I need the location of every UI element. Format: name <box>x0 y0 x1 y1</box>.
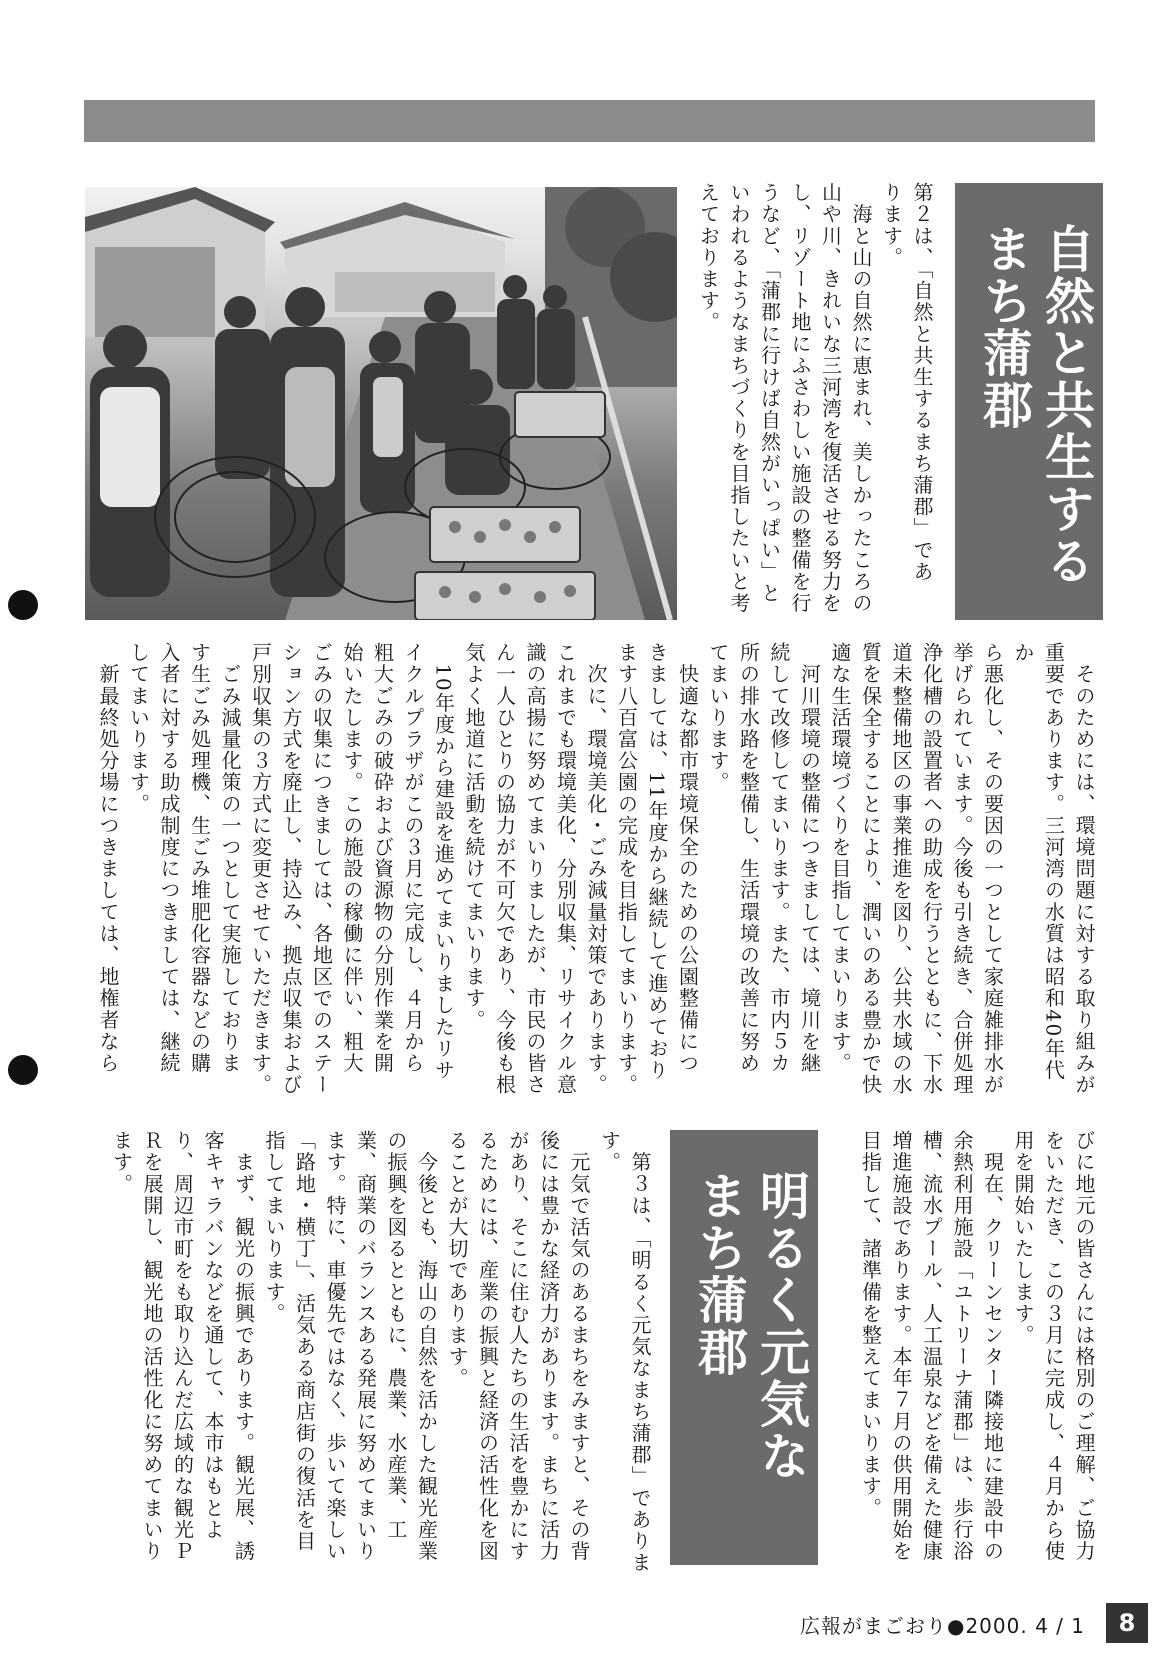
photo-recycling-sorting <box>85 187 677 620</box>
section1-title-box <box>955 183 1103 620</box>
header-bar <box>84 100 1095 142</box>
section2-main-text: 第３は、「明るく元気なまち蒲郡」でありま す。 元気で活気のあるまちをみますと、その背 後には豊かな経済力があります。まちに活力 があり、そこに住む人たちの生活を豊かにす るためには、産業の振興と経済の活性化を図 ることが大切であります。 今後とも、海山の自然を活かした観光産業 の振興を図るとともに、農業、水産業、工 業、商業のバランスある発展に努めてまいり ます。特に、車優先ではなく、歩いて楽しい 「路地・横丁」、活気ある商店街の復活を目 指してまいります。 まず、観光の振興であります。観光展、誘 客キャラバンなどを通して、本市はもとよ り、周辺市町をも取り込んだ広域的な観光Ｐ Ｒを展開し、観光地の活性化に努めてまいり ます。 <box>109 1130 652 1574</box>
binder-hole-bottom <box>8 1055 38 1085</box>
section2-title: 明るく元気な まち蒲郡 <box>690 1170 810 1482</box>
publication-footer: 広報がまごおり●2000. 4 / 1 <box>800 1614 1085 1638</box>
photo-illustration <box>85 187 677 620</box>
section2-title-box <box>670 1130 818 1565</box>
page-number: 8 <box>1106 1603 1148 1643</box>
binder-hole-top <box>8 590 38 620</box>
section1-intro-text: 第２は、「自然と共生するまち蒲郡」であ ります。 海と山の自然に恵まれ、美しかったころの 山や川、きれいな三河湾を復活させる努力を し、リゾート地にふさわしい施設の整備を行 うなど、「蒲郡に行けば自然がいっぱい」と いわれるようなまちづくりを目指したいと考 えております。 <box>696 182 934 614</box>
section1-continued-text: びに地元の皆さんには格別のご理解、ご協力 をいただき、この３月に完成し、４月から使 用を開始いたします。 現在、クリーンセンター隣接地に建設中の 余熱利用施設「ユトリーナ蒲郡」は、歩行浴 槽、流水プール、人工温泉などを備えた健康 増進施設であります。本年７月の供用開始を 目指して、諸準備を整えてまいります。 <box>858 1130 1096 1562</box>
section1-main-text: そのためには、環境問題に対する取り組みが 重要であります。三河湾の水質は昭和40年代か ら悪化し、その要因の一つとして家庭雑排水が 挙げられています。今後も引き続き、合併処理 浄化槽の設置者への助成を行うとともに、下水 道未整備地区の事業推進を図り、公共水域の水 質を保全することにより、潤いのある豊かで快 適な生活環境づくりを目指してまいります。 河川環境の整備につきましては、境川を継 続して改修してまいります。また、市内５カ 所の排水路を整備し、生活環境の改善に努め てまいります。 快適な都市環境保全のための公園整備につ きましては、11年度から継続して進めており ます八百富公園の完成を目指してまいります。 次に、環境美化・ごみ減量対策であります。 これまでも環境美化、分別収集、リサイクル意 識の高揚に努めてまいりましたが、市民の皆さ ん一人ひとりの協力が不可欠であり、今後も根 気よく地道に活動を続けてまいります。 10年度から建設を進めてまいりましたリサ イクルプラザがこの３月に完成し、４月から 粗大ごみの破砕および資源物の分別作業を開 始いたします。この施設の稼働に伴い、粗大 ごみの収集につきましては、各地区でのステー ション方式を廃止し、持込み、拠点収集および 戸別収集の３方式に変更させていただきます。 ごみ減量化策の一つとして実施しておりま す生ごみ処理機、生ごみ堆肥化容器などの購 入者に対する助成制度につきましては、継続 してまいります。 新最終処分場につきましては、地権者なら <box>96 642 1096 1096</box>
section1-title: 自然と共生する まち蒲郡 <box>975 223 1095 587</box>
